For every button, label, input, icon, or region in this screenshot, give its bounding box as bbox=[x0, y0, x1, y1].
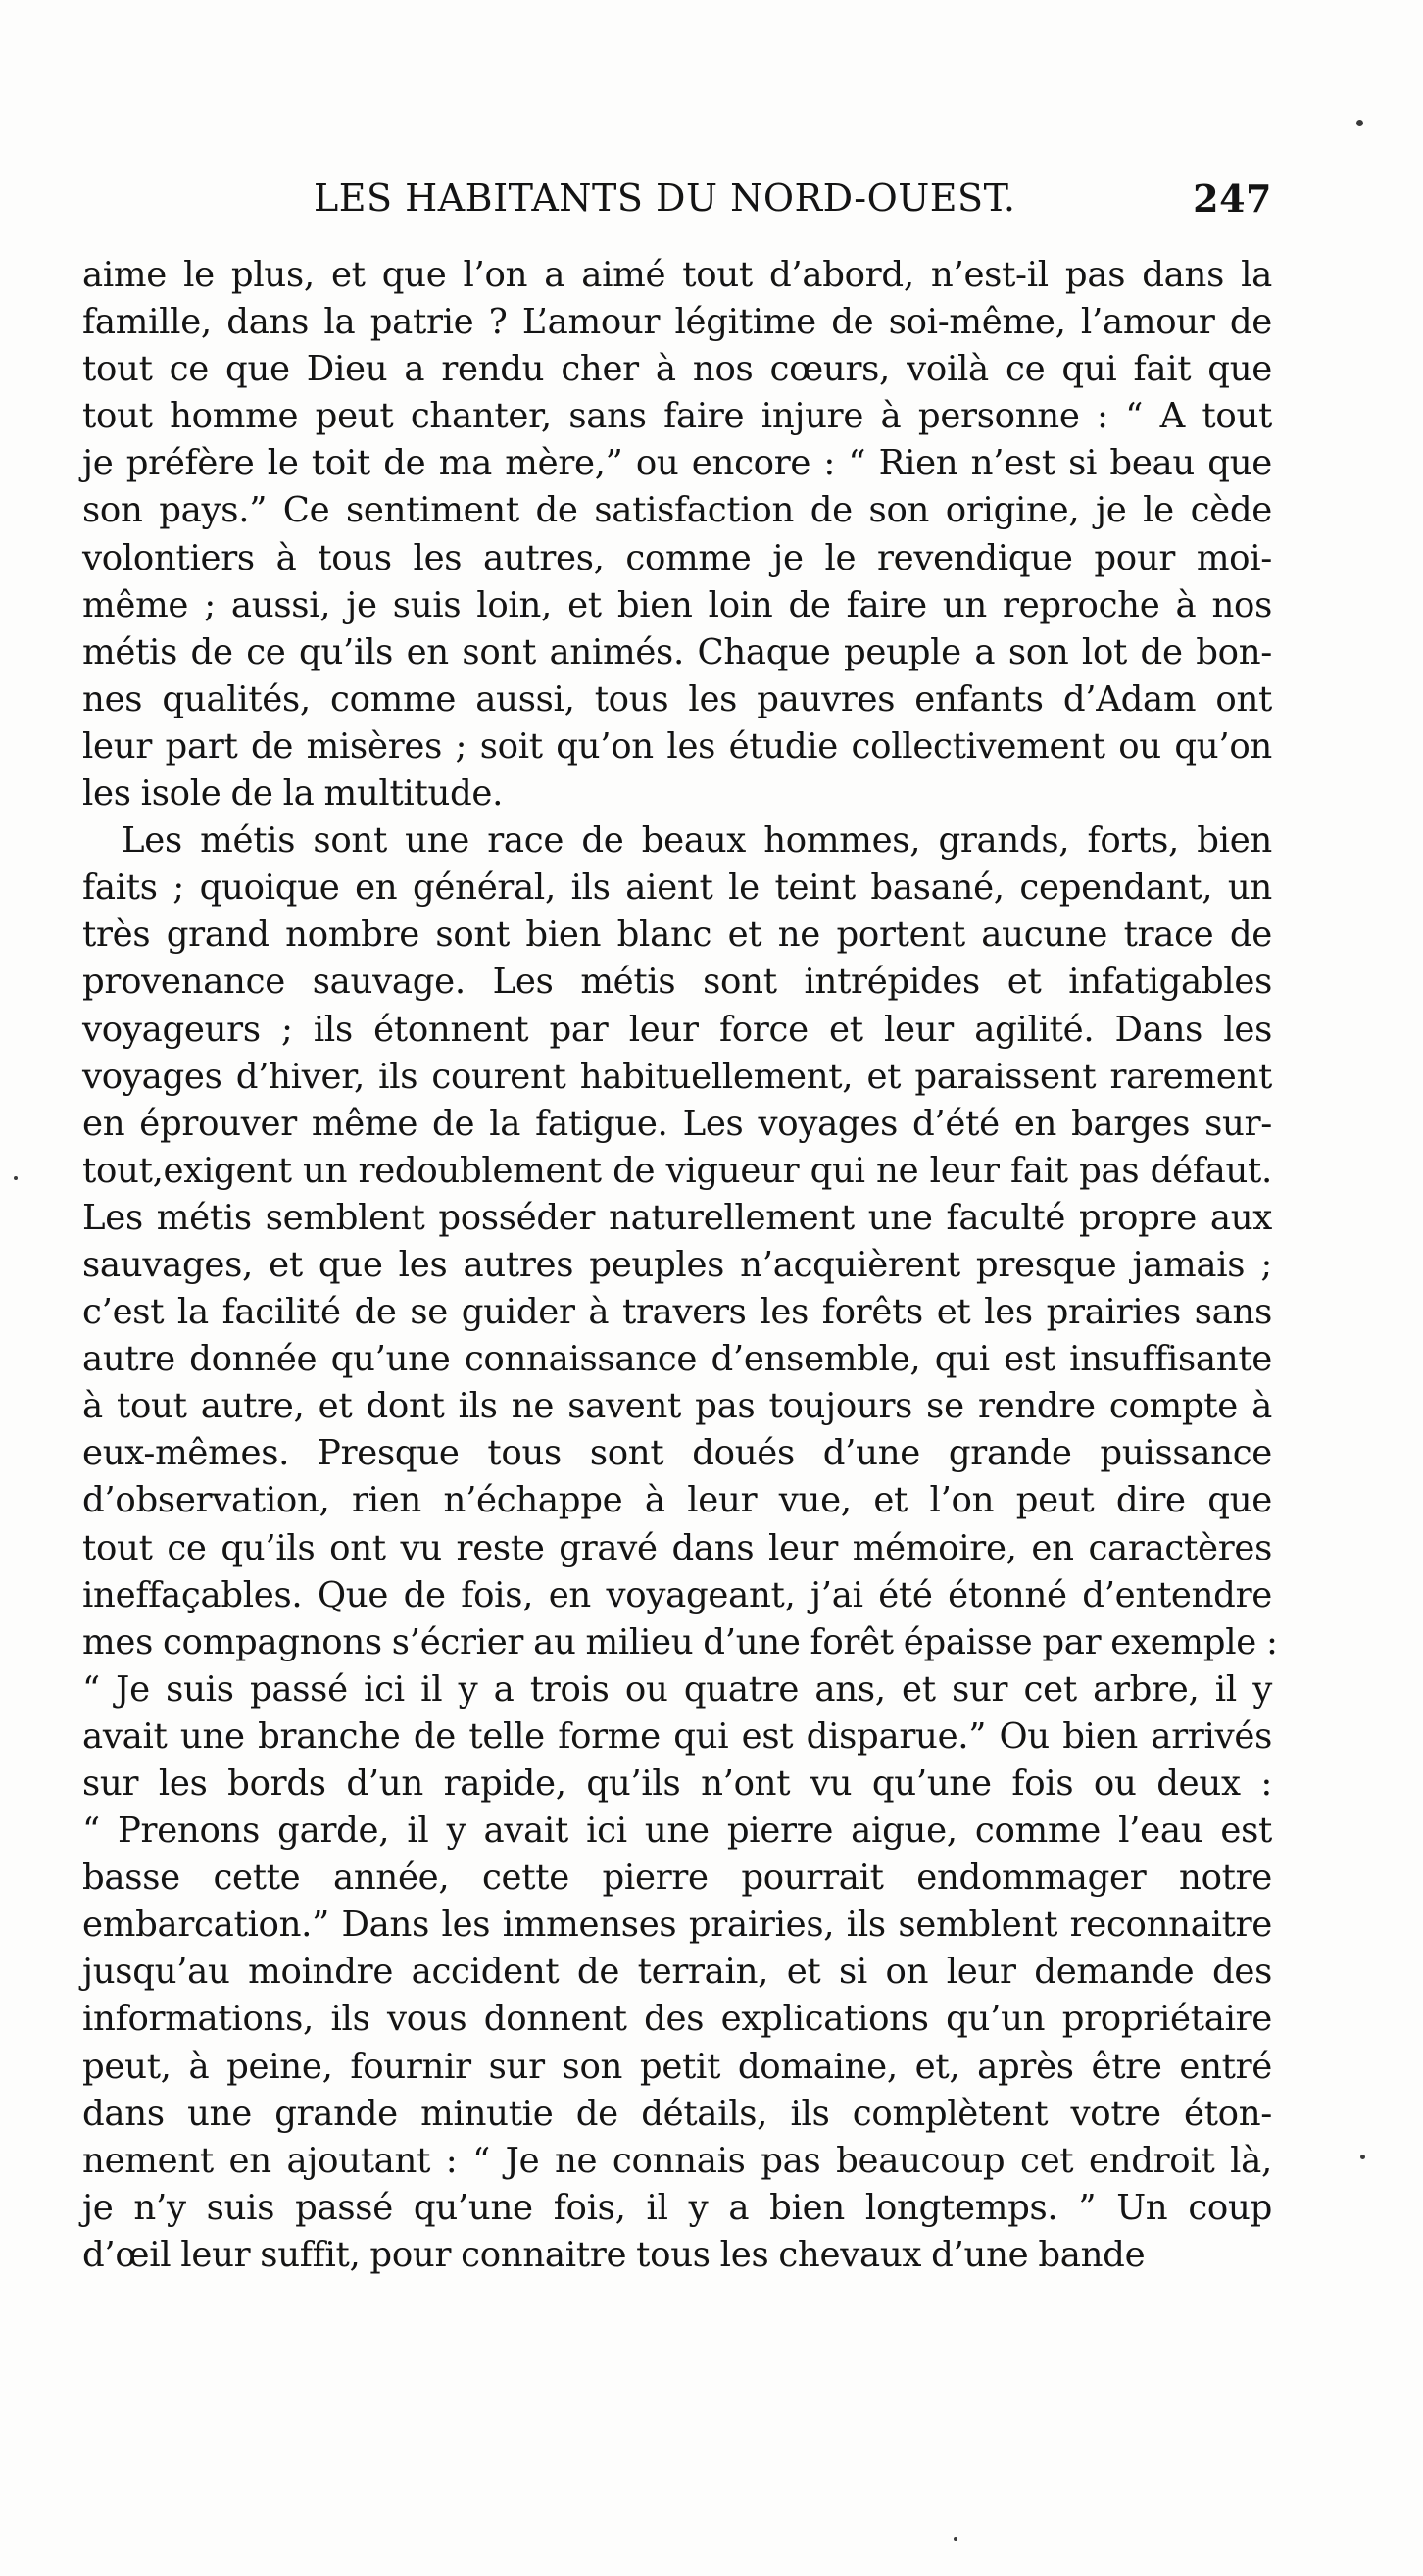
scan-speck bbox=[1356, 120, 1363, 126]
text-line: voyages d’hiver, ils courent habituellement, et paraissent rarement bbox=[82, 1056, 1272, 1097]
text-line: mes compagnons s’écrier au milieu d’une forêt épaisse par exemple : bbox=[82, 1621, 1278, 1662]
text-line: à tout autre, et dont ils ne savent pas toujours se rendre compte à bbox=[82, 1386, 1272, 1427]
text-line: avait une branche de telle forme qui est disparue.” Ou bien arrivés bbox=[82, 1715, 1272, 1757]
text-line: tout homme peut chanter, sans faire injure à personne : “ A tout bbox=[82, 396, 1272, 437]
text-line: ineffaçables. Que de fois, en voyageant, j’ai été étonné d’entendre bbox=[82, 1574, 1272, 1615]
text-line: d’œil leur suffit, pour connaitre tous les chevaux d’une bande bbox=[82, 2234, 1146, 2275]
text-line: nes qualités, comme aussi, tous les pauvres enfants d’Adam ont bbox=[82, 678, 1272, 719]
text-line: Les métis sont une race de beaux hommes, grands, forts, bien bbox=[122, 820, 1272, 862]
text-line: basse cette année, cette pierre pourrait endommager notre bbox=[82, 1858, 1272, 1899]
text-line: volontiers à tous les autres, comme je le revendique pour moi- bbox=[82, 537, 1272, 578]
text-line: en éprouver même de la fatigue. Les voyages d’été en barges sur- bbox=[82, 1103, 1272, 1144]
text-line: autre donnée qu’une connaissance d’ensemble, qui est insuffisante bbox=[82, 1339, 1272, 1380]
text-line: son pays.” Ce sentiment de satisfaction de son origine, je le cède bbox=[82, 490, 1272, 531]
text-line: provenance sauvage. Les métis sont intrépides et infatigables bbox=[82, 962, 1272, 1003]
text-line: d’observation, rien n’échappe à leur vue, et l’on peut dire que bbox=[82, 1480, 1272, 1521]
text-line: tout,exigent un redoublement de vigueur qui ne leur fait pas défaut. bbox=[82, 1150, 1272, 1191]
running-header bbox=[82, 176, 1272, 225]
text-line: sur les bords d’un rapide, qu’ils n’ont vu qu’une fois ou deux : bbox=[82, 1763, 1272, 1804]
text-line: les isole de la multitude. bbox=[82, 773, 504, 815]
text-line: voyageurs ; ils étonnent par leur force et leur agilité. Dans les bbox=[82, 1009, 1272, 1050]
text-line: jusqu’au moindre accident de terrain, et si on leur demande des bbox=[82, 1952, 1272, 1993]
scan-speck bbox=[954, 2537, 957, 2541]
text-line: famille, dans la patrie ? L’amour légitime de soi-même, l’amour de bbox=[82, 302, 1272, 343]
body-text bbox=[82, 252, 1278, 2279]
text-line: tout ce que Dieu a rendu cher à nos cœurs, voilà ce qui fait que bbox=[82, 349, 1272, 390]
text-line: leur part de misères ; soit qu’on les étudie collectivement ou qu’on bbox=[82, 725, 1272, 767]
text-line: informations, ils vous donnent des explications qu’un propriétaire bbox=[82, 1999, 1272, 2040]
text-line: c’est la facilité de se guider à travers les forêts et les prairies sans bbox=[82, 1292, 1272, 1333]
text-line: très grand nombre sont bien blanc et ne portent aucune trace de bbox=[82, 915, 1272, 956]
text-line: embarcation.” Dans les immenses prairies, ils semblent reconnaitre bbox=[82, 1905, 1272, 1946]
text-line: sauvages, et que les autres peuples n’acquièrent presque jamais ; bbox=[82, 1244, 1272, 1285]
text-line: eux-mêmes. Presque tous sont doués d’une grande puissance bbox=[82, 1433, 1272, 1474]
running-title: LES HABITANTS DU NORD-OUEST. bbox=[314, 176, 1016, 220]
text-line: même ; aussi, je suis loin, et bien loin de faire un reproche à nos bbox=[82, 584, 1272, 625]
scan-speck bbox=[14, 1176, 18, 1180]
text-line: nement en ajoutant : “ Je ne connais pas beaucoup cet endroit là, bbox=[82, 2140, 1272, 2181]
paragraph bbox=[82, 817, 1278, 2279]
text-line: aime le plus, et que l’on a aimé tout d’abord, n’est-il pas dans la bbox=[82, 255, 1272, 295]
text-line: métis de ce qu’ils en sont animés. Chaque peuple a son lot de bon- bbox=[82, 631, 1272, 672]
text-line: “ Je suis passé ici il y a trois ou quatre ans, et sur cet arbre, il y bbox=[82, 1668, 1272, 1709]
text-line: tout ce qu’ils ont vu reste gravé dans leur mémoire, en caractères bbox=[82, 1527, 1272, 1568]
text-line: Les métis semblent posséder naturellement une faculté propre aux bbox=[82, 1197, 1272, 1238]
text-line: peut, à peine, fournir sur son petit domaine, et, après être entré bbox=[82, 2046, 1272, 2087]
text-line: faits ; quoique en général, ils aient le teint basané, cependant, un bbox=[82, 867, 1272, 909]
page-number: 247 bbox=[1193, 176, 1272, 221]
paragraph bbox=[82, 252, 1272, 817]
text-line: je préfère le toit de ma mère,” ou encore : “ Rien n’est si beau que bbox=[82, 443, 1272, 484]
text-line: dans une grande minutie de détails, ils complètent votre éton- bbox=[82, 2093, 1272, 2134]
scan-speck bbox=[1360, 2155, 1365, 2159]
text-line: je n’y suis passé qu’une fois, il y a bien longtemps. ” Un coup bbox=[82, 2187, 1272, 2228]
text-line: “ Prenons garde, il y avait ici une pierre aigue, comme l’eau est bbox=[82, 1810, 1272, 1852]
